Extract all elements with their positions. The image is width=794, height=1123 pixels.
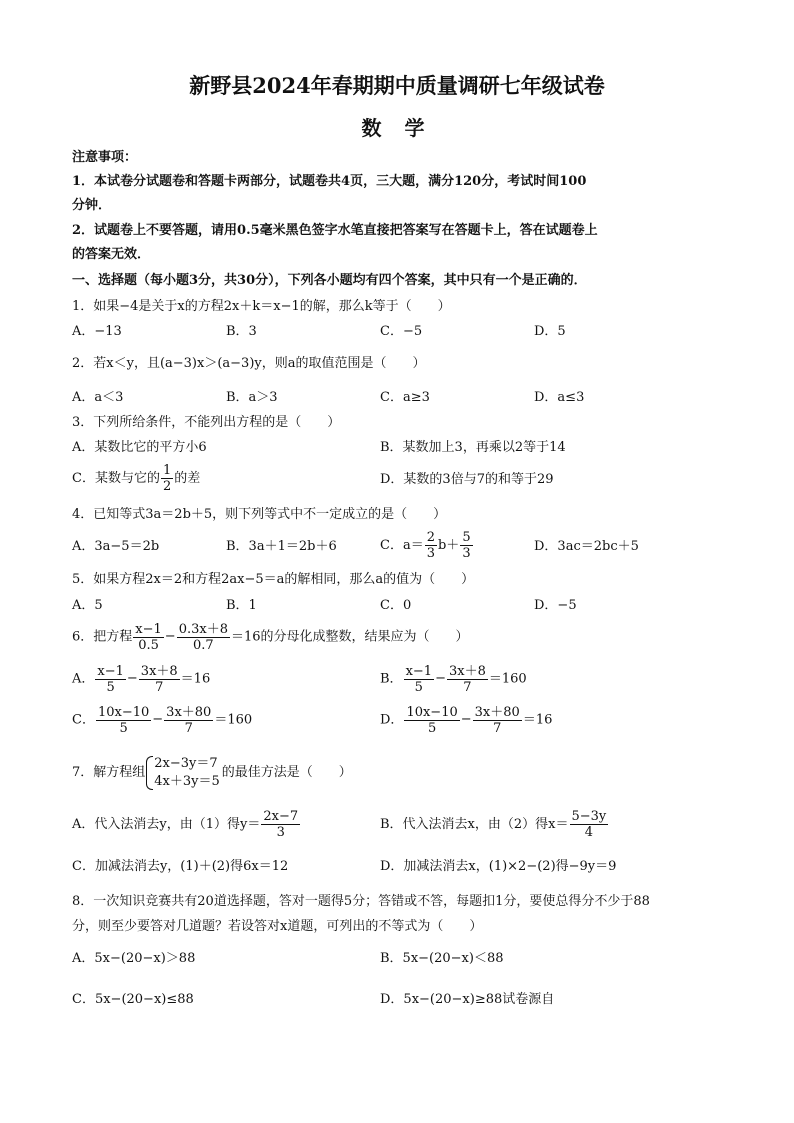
q3-option-a: A．某数比它的平方小6 [72, 440, 207, 455]
q6-option-a [72, 662, 210, 697]
fraction-numerator: 10x−10 [406, 704, 458, 720]
note-2-line-2: 的答案无效． [72, 247, 151, 262]
fraction-denominator: 3 [426, 546, 435, 561]
q6-stem [72, 620, 469, 655]
q8-option-d: D．5x−(20−x)≥88试卷源自 [380, 992, 555, 1007]
q2-option-c: C．a≥3 [380, 390, 430, 405]
option-label: D． [380, 712, 404, 728]
minus-sign: − [435, 671, 446, 686]
fraction-numerator: 1 [162, 463, 172, 478]
q5-option-b: B．1 [226, 598, 257, 613]
fraction-denominator: 7 [463, 679, 472, 695]
q1-stem: 1．如果−4是关于x的方程2x＋k＝x−1的解，那么k等于（ ） [72, 299, 451, 314]
q7-stem-pre: 7．解方程组 [72, 765, 146, 780]
notes-heading: 注意事项： [72, 150, 138, 165]
q1-option-a: A．−13 [72, 324, 122, 339]
exam-title: 新野县2024年春期期中质量调研七年级试卷 [189, 73, 605, 98]
q4-option-c-fraction-1 [425, 530, 437, 561]
q5-option-a: A．5 [72, 598, 103, 613]
fraction-numerator: x−1 [97, 663, 124, 679]
q3-option-c-text-pre: C．某数与它的 [72, 471, 160, 486]
q4-option-d: D．3ac＝2bc＋5 [534, 539, 639, 554]
fraction-denominator: 5 [119, 720, 128, 736]
fraction [261, 809, 300, 840]
q3-stem: 3．下列所给条件，不能列出方程的是（ ） [72, 415, 341, 430]
fraction-denominator: 5 [427, 720, 437, 736]
option-label: B． [380, 671, 403, 687]
q4-option-c-fraction-2 [460, 530, 472, 561]
q6-option-b [380, 662, 527, 697]
equation-rhs: ＝160 [214, 712, 253, 728]
fraction-numerator: x−1 [405, 663, 433, 679]
note-1-line-2: 分钟． [72, 198, 112, 213]
fraction-denominator: 0.5 [138, 637, 159, 653]
fraction-denominator: 5 [106, 679, 115, 695]
fraction [447, 664, 488, 695]
equation-2: 4x＋3y＝5 [154, 773, 220, 789]
q4-option-c [380, 530, 474, 561]
note-2-line-1: 2．试题卷上不要答题，请用0.5毫米黑色签字水笔直接把答案写在答题卡上，答在试题卷上 [72, 223, 598, 238]
fraction-denominator: 2 [162, 479, 172, 494]
q2-option-b: B．a＞3 [226, 390, 278, 405]
minus-sign: − [126, 671, 138, 686]
q4-option-c-text-pre: C．a＝ [380, 538, 424, 553]
fraction-denominator: 3 [462, 546, 471, 561]
fraction-denominator: 7 [155, 679, 164, 695]
q6-stem-fraction-2 [177, 622, 230, 653]
q7-option-d: D．加减法消去x，(1)×2−(2)得−9y＝9 [380, 859, 617, 874]
equation-rhs: ＝16 [180, 671, 211, 687]
q3-option-c [72, 463, 200, 494]
fraction-numerator: 5−3y [571, 809, 607, 824]
fraction-numerator: 10x−10 [97, 704, 150, 720]
q1-option-d: D．5 [534, 324, 566, 339]
note-1-line-1: 1．本试卷分试题卷和答题卡两部分，试题卷共4页，三大题，满分120分，考试时间100 [72, 174, 587, 189]
q8-stem-line-1: 8．一次知识竞赛共有20道选择题，答对一题得5分；答错或不答，每题扣1分，要使总得分不少于88 [72, 894, 650, 909]
subject-title: 数 学 [361, 116, 433, 140]
q7-stem [72, 753, 352, 793]
equation-rhs: ＝160 [488, 671, 527, 687]
q7-option-a [72, 808, 301, 842]
q4-option-a: A．3a−5＝2b [72, 539, 160, 554]
fraction-denominator: 3 [276, 825, 285, 840]
fraction-numerator: 3x＋8 [140, 663, 178, 679]
equation-rhs: ＝16 [522, 712, 553, 728]
q4-option-b: B．3a＋1＝2b＋6 [226, 539, 337, 554]
q5-option-d: D．−5 [534, 598, 577, 613]
fraction [473, 705, 522, 736]
fraction [164, 705, 213, 736]
fraction-denominator: 0.7 [192, 637, 214, 653]
fraction-denominator: 4 [584, 825, 594, 840]
q5-option-c: C．0 [380, 598, 412, 613]
equation-1: 2x−3y＝7 [154, 755, 218, 771]
section-1-heading: 一、选择题（每小题3分，共30分），下列各小题均有四个答案，其中只有一个是正确的． [72, 273, 587, 288]
fraction-numerator: 0.3x＋8 [178, 621, 228, 637]
fraction-numerator: 2x−7 [263, 809, 299, 824]
q6-stem-post: ＝16的分母化成整数，结果应为（ ） [230, 629, 469, 645]
q8-option-b: B．5x−(20−x)＜88 [380, 951, 504, 966]
q5-stem: 5．如果方程2x＝2和方程2ax−5＝a的解相同，那么a的值为（ ） [72, 572, 475, 587]
minus-sign: − [152, 712, 164, 727]
fraction-numerator: 2 [426, 530, 435, 545]
q7-stem-post: 的最佳方法是（ ） [221, 765, 352, 780]
q6-option-c [72, 703, 252, 738]
q6-option-d [380, 703, 552, 738]
q2-stem: 2．若x＜y，且(a−3)x＞(a−3)y，则a的取值范围是（ ） [72, 356, 426, 371]
fraction [96, 705, 151, 736]
fraction-denominator: 5 [414, 679, 423, 695]
fraction [404, 664, 435, 695]
fraction [570, 809, 609, 840]
option-label: C． [72, 712, 95, 728]
q8-option-a: A．5x−(20−x)＞88 [72, 951, 196, 966]
q7-option-c: C．加减法消去y，(1)＋(2)得6x＝12 [72, 859, 289, 874]
q3-option-c-fraction [161, 463, 173, 494]
equation-system [145, 755, 220, 791]
q2-option-d: D．a≤3 [534, 390, 585, 405]
fraction [95, 664, 126, 695]
q4-option-c-text-mid: b＋ [437, 538, 460, 553]
fraction-numerator: x−1 [135, 621, 162, 637]
fraction-denominator: 7 [184, 720, 193, 736]
q8-stem-line-2: 分，则至少要答对几道题？若设答对x道题，可列出的不等式为（ ） [72, 919, 483, 934]
option-label: A． [72, 671, 95, 687]
q7-option-b [380, 808, 609, 842]
q8-option-c: C．5x−(20−x)≤88 [72, 992, 194, 1007]
fraction-numerator: 3x＋8 [448, 663, 486, 679]
fraction-denominator: 7 [493, 720, 502, 736]
fraction-numerator: 3x＋80 [474, 704, 520, 720]
q1-option-c: C．−5 [380, 324, 423, 339]
q7-option-b-text: B．代入法消去x，由（2）得x＝ [380, 817, 569, 832]
fraction-numerator: 5 [462, 530, 471, 545]
fraction [139, 664, 180, 695]
q7-option-a-text: A．代入法消去y，由（1）得y＝ [72, 817, 261, 832]
q6-stem-fraction-1 [133, 622, 164, 653]
q3-option-c-text-post: 的差 [174, 471, 201, 486]
minus-sign: − [164, 629, 176, 644]
q2-option-a: A．a＜3 [72, 390, 124, 405]
q1-option-b: B．3 [226, 324, 257, 339]
q4-stem: 4．已知等式3a＝2b＋5，则下列等式中不一定成立的是（ ） [72, 507, 447, 522]
q3-option-b: B．某数加上3，再乘以2等于14 [380, 440, 566, 455]
fraction [404, 705, 459, 736]
q6-stem-pre: 6．把方程 [72, 629, 133, 645]
fraction-numerator: 3x＋80 [166, 704, 212, 720]
q3-option-d: D．某数的3倍与7的和等于29 [380, 472, 554, 487]
minus-sign: − [460, 712, 472, 727]
